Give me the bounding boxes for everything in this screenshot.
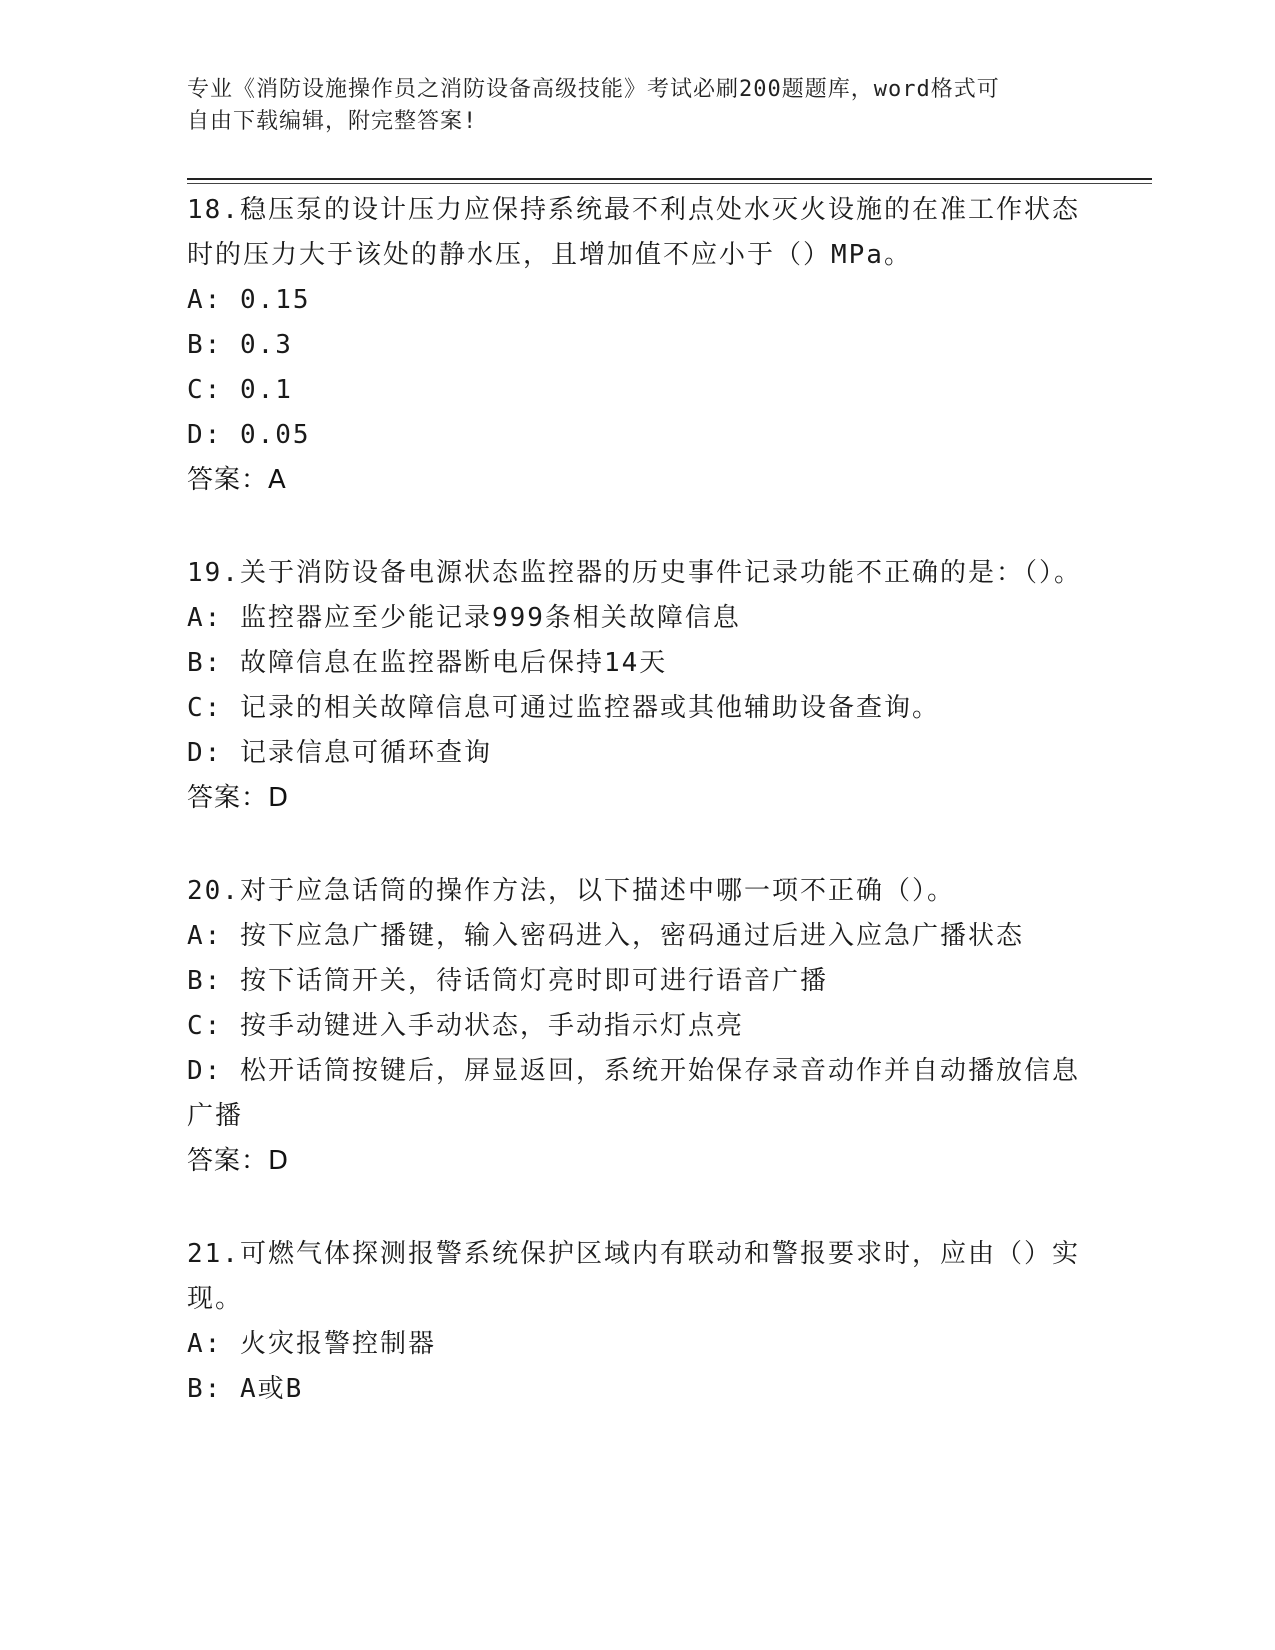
option-d: D: 0.05 (187, 420, 311, 450)
question-19 (187, 551, 1087, 821)
question-20 (187, 869, 1087, 1184)
question-stem: 18.稳压泵的设计压力应保持系统最不利点处水灭火设施的在准工作状态时的压力大于该处的静水压，且增加值不应小于（）MPa。 (187, 195, 1080, 270)
header-divider-thin (187, 183, 1152, 184)
option-a: A: 监控器应至少能记录999条相关故障信息 (187, 603, 741, 633)
header-line-1: 专业《消防设施操作员之消防设备高级技能》考试必刷200题题库，word格式可 (187, 77, 1000, 102)
option-b: B: 按下话筒开关，待话筒灯亮时即可进行语音广播 (187, 966, 828, 996)
option-c: C: 记录的相关故障信息可通过监控器或其他辅助设备查询。 (187, 693, 940, 723)
question-list (187, 188, 1087, 1460)
question-stem: 20.对于应急话筒的操作方法，以下描述中哪一项不正确（）。 (187, 876, 955, 906)
option-a: A: 火灾报警控制器 (187, 1329, 436, 1359)
option-b: B: 故障信息在监控器断电后保持14天 (187, 648, 668, 678)
question-18 (187, 188, 1087, 503)
option-b: B: 0.3 (187, 330, 293, 360)
option-a: A: 0.15 (187, 285, 311, 315)
option-c: C: 按手动键进入手动状态，手动指示灯点亮 (187, 1011, 744, 1041)
question-stem: 19.关于消防设备电源状态监控器的历史事件记录功能不正确的是：（）。 (187, 558, 1082, 588)
header-divider-thick (187, 178, 1152, 180)
option-d: D: 松开话筒按键后，屏显返回，系统开始保存录音动作并自动播放信息广播 (187, 1056, 1080, 1131)
header-line-2: 自由下载编辑，附完整答案! (187, 109, 478, 134)
option-c: C: 0.1 (187, 375, 293, 405)
answer-label: 答案：D (187, 1146, 290, 1176)
answer-label: 答案：D (187, 783, 290, 813)
answer-label: 答案：A (187, 465, 287, 495)
question-21 (187, 1232, 1087, 1412)
document-header (187, 74, 1087, 138)
option-a: A: 按下应急广播键，输入密码进入，密码通过后进入应急广播状态 (187, 921, 1024, 951)
question-stem: 21.可燃气体探测报警系统保护区域内有联动和警报要求时，应由（）实现。 (187, 1239, 1080, 1314)
option-b: B: A或B (187, 1374, 304, 1404)
option-d: D: 记录信息可循环查询 (187, 738, 492, 768)
